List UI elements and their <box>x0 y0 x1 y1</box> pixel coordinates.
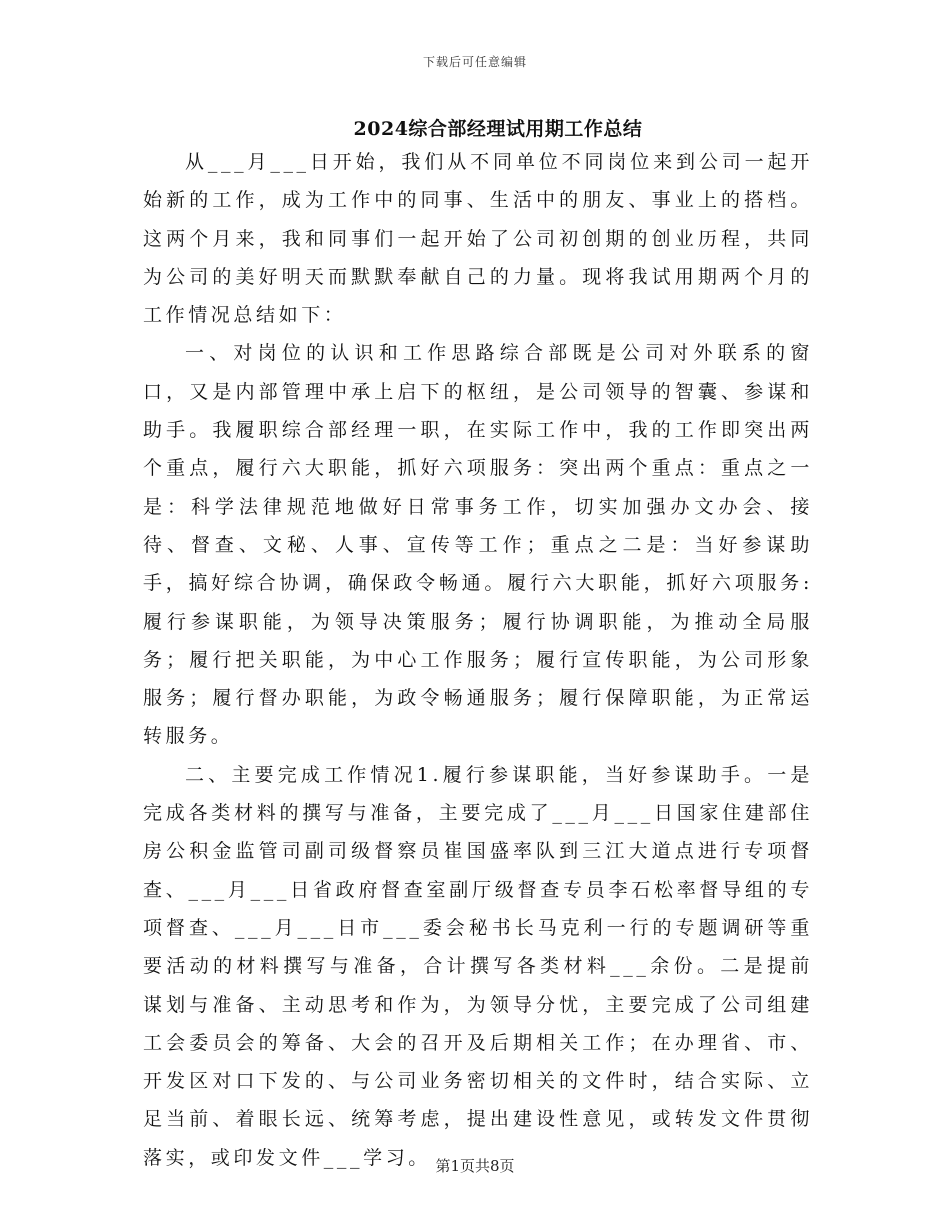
paragraph-section-2: 二、主要完成工作情况1.履行参谋职能，当好参谋助手。一是完成各类材料的撰写与准备，主要完成了___月___日国家住建部住房公积金监管司副司级督察员崔国盛率队到三江大道点进行专项督查、___月___日省政府督查室副厅级督查专员李石松率督导组的专项督查、___月___日市___委会秘书长马克利一行的专题调研等重要活动的材料撰写与准备，合计撰写各类材料___余份。二是提前谋划与准备、主动思考和作为，为领导分忧，主要完成了公司组建工会委员会的筹备、大会的召开及后期相关工作；在办理省、市、开发区对口下发的、与公司业务密切相关的文件时，结合实际、立足当前、着眼长远、统筹考虑，提出建设性意见，或转发文件贯彻落实，或印发文件___学习。 <box>143 763 813 1169</box>
document-title: 2024综合部经理试用期工作总结 <box>353 118 643 140</box>
document-body <box>143 143 813 1177</box>
paragraph-section-1: 一、对岗位的认识和工作思路综合部既是公司对外联系的窗口，又是内部管理中承上启下的枢纽，是公司领导的智囊、参谋和助手。我履职综合部经理一职，在实际工作中，我的工作即突出两个重点，履行六大职能，抓好六项服务：突出两个重点：重点之一是：科学法律规范地做好日常事务工作，切实加强办文办会、接待、督查、文秘、人事、宣传等工作；重点之二是：当好参谋助手，搞好综合协调，确保政令畅通。履行六大职能，抓好六项服务:履行参谋职能，为领导决策服务；履行协调职能，为推动全局服务；履行把关职能，为中心工作服务；履行宣传职能，为公司形象服务；履行督办职能，为政令畅通服务；履行保障职能，为正常运转服务。 <box>143 342 813 748</box>
paragraph-intro: 从___月___日开始，我们从不同单位不同岗位来到公司一起开始新的工作，成为工作中的同事、生活中的朋友、事业上的搭档。这两个月来，我和同事们一起开始了公司初创期的创业历程，共同为公司的美好明天而默默奉献自己的力量。现将我试用期两个月的工作情况总结如下： <box>143 151 813 327</box>
page-number: 第1页共8页 <box>435 1157 515 1175</box>
page-header-note: 下载后可任意编辑 <box>422 55 527 69</box>
